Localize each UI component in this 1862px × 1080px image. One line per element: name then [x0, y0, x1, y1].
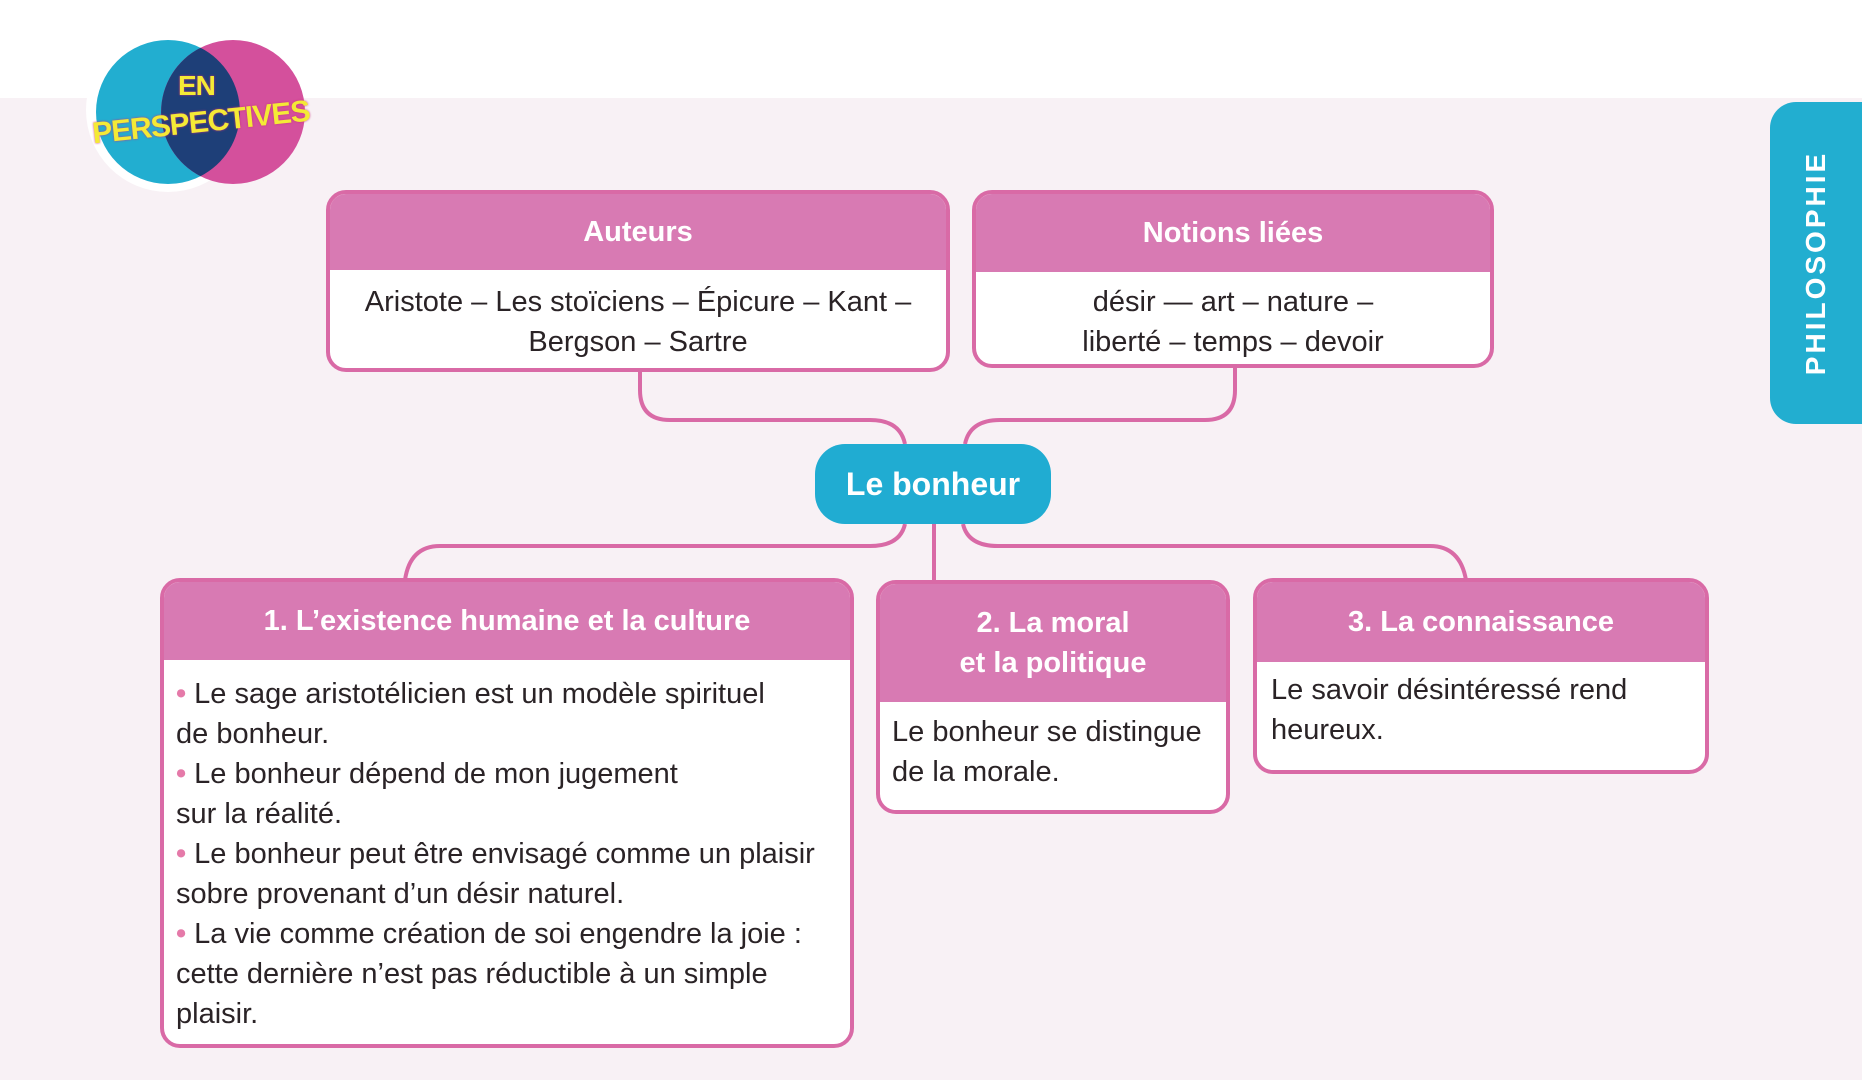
auteurs-line: Bergson – Sartre	[528, 326, 748, 358]
auteurs-box	[326, 190, 950, 372]
section2-body	[880, 702, 1226, 792]
section2-line: de la morale.	[892, 756, 1060, 788]
bullet-dot: •	[176, 838, 187, 870]
section1-title: 1. L’existence humaine et la culture	[164, 582, 850, 660]
bullet-text: cette dernière n’est pas réductible à un simple	[176, 958, 768, 990]
section2-box	[876, 580, 1230, 814]
section1-box	[160, 578, 854, 1048]
section1-bullet	[176, 674, 840, 754]
logo-text-en: EN	[178, 70, 215, 101]
section3-line: Le savoir désintéressé rend	[1271, 674, 1628, 706]
auteurs-title: Auteurs	[330, 194, 946, 270]
bullet-text: sobre provenant d’un désir naturel.	[176, 878, 625, 910]
bullet-text: plaisir.	[176, 998, 259, 1030]
logo-text-perspectives: PERSPECTIVES	[90, 94, 312, 151]
bullet-text: sur la réalité.	[176, 798, 343, 830]
section3-box	[1253, 578, 1709, 774]
connector-section1	[405, 524, 905, 580]
bullet-text: Le sage aristotélicien est un modèle spirituel	[194, 678, 765, 710]
bullet-dot: •	[176, 758, 187, 790]
bullet-dot: •	[176, 918, 187, 950]
section3-line: heureux.	[1271, 714, 1384, 746]
side-tab-label: PHILOSOPHIE	[1800, 150, 1831, 376]
central-node-label: Le bonheur	[845, 465, 1021, 502]
bullet-text: Le bonheur dépend de mon jugement	[194, 758, 678, 790]
notions-line: liberté – temps – devoir	[1082, 326, 1384, 358]
section2-line: Le bonheur se distingue	[892, 716, 1202, 748]
section2-title	[880, 584, 1226, 702]
section1-bullet	[176, 754, 840, 834]
connector-auteurs	[640, 372, 905, 444]
section3-body	[1257, 662, 1705, 750]
notions-title: Notions liées	[976, 194, 1490, 272]
section1-bullet	[176, 834, 840, 914]
bullet-text: Le bonheur peut être envisagé comme un plaisir	[194, 838, 815, 870]
connector-notions	[965, 368, 1235, 444]
notions-body	[976, 272, 1490, 362]
auteurs-line: Aristote – Les stoïciens – Épicure – Kant –	[364, 286, 912, 318]
connector-section3	[963, 524, 1466, 580]
notions-box	[972, 190, 1494, 368]
section1-body	[164, 660, 850, 1034]
bullet-text: de bonheur.	[176, 718, 330, 750]
central-node[interactable]	[815, 444, 1051, 524]
section3-title: 3. La connaissance	[1257, 582, 1705, 662]
bullet-dot: •	[176, 678, 187, 710]
auteurs-body	[330, 270, 946, 362]
section1-bullet	[176, 914, 840, 1034]
notions-line: désir — art – nature –	[1092, 286, 1374, 318]
logo	[78, 28, 338, 208]
section2-title-line: 2. La moral	[976, 607, 1130, 639]
side-tab-label-wrap	[1770, 102, 1862, 424]
bullet-text: La vie comme création de soi engendre la joie :	[194, 918, 802, 950]
section2-title-line: et la politique	[959, 647, 1147, 679]
